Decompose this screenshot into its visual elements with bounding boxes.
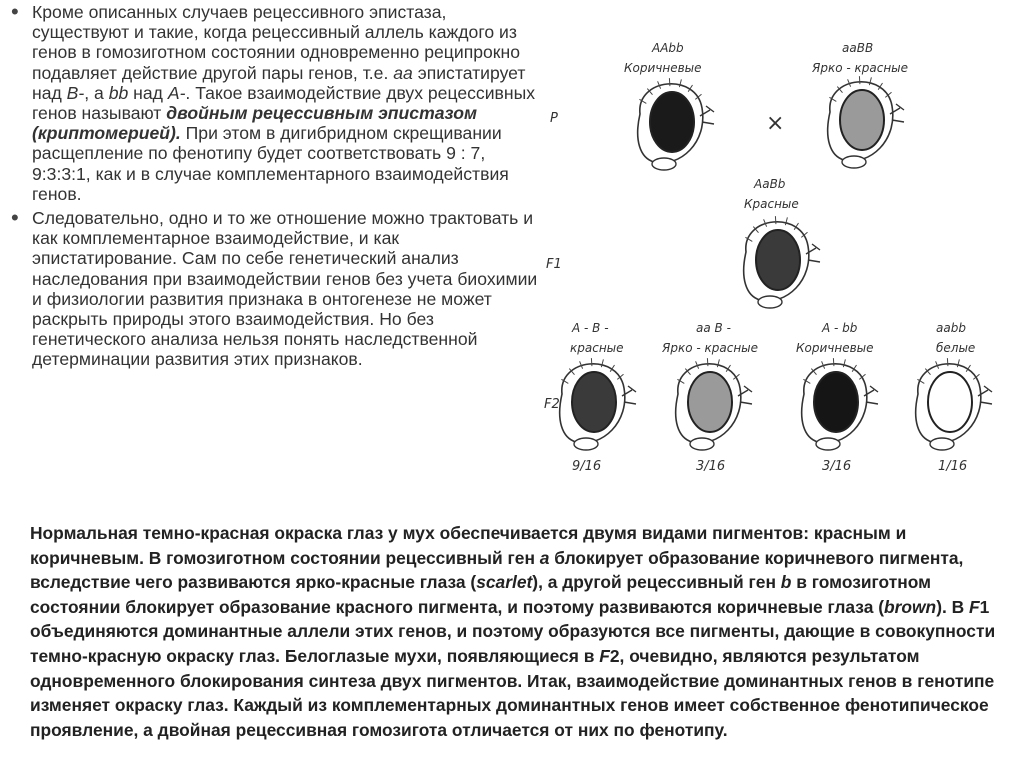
bullet-text-2 — [32, 208, 538, 370]
row-label-p: P — [550, 111, 558, 126]
compound-eye — [840, 90, 884, 150]
f2-4-ratio: 1/16 — [938, 459, 968, 474]
f2-3-ratio: 3/16 — [822, 459, 852, 474]
proboscis — [842, 156, 866, 168]
bullet-text-1 — [32, 2, 538, 204]
f2-2-genotype: aa B - — [696, 321, 731, 335]
proboscis — [652, 158, 676, 170]
proboscis — [690, 438, 714, 450]
f2-1-ratio: 9/16 — [572, 459, 602, 474]
text-run: двойным рецессивным эпистазом (криптомерией). — [32, 103, 478, 144]
text-run: Кроме описанных случаев рецессивного эпистаза, существуют и такие, когда рецессивный аллель каждого из генов в гомозиготном состоянии одновременно реципрокно подавляет действие другой пары генов, т.е. — [32, 2, 520, 83]
figure-caption — [30, 521, 1015, 742]
text-run: scarlet — [476, 572, 533, 593]
parent-1-genotype: AAbb — [652, 41, 684, 55]
cross-symbol: × — [766, 111, 785, 136]
compound-eye — [814, 372, 858, 432]
proboscis — [574, 438, 598, 450]
bullet-item-1 — [8, 2, 538, 204]
text-run: При этом в дигибридном скрещивании расщепление по фенотипу будет соответствовать 9 : 7, 9:3:3:1, как и в случае комплементарного взаимодействия генов. — [32, 123, 509, 204]
compound-eye — [572, 372, 616, 432]
cross-diagram — [540, 10, 1020, 505]
parent-2-head — [828, 76, 904, 168]
f2-1-phenotype: красные — [570, 341, 624, 355]
row-label-f2: F2 — [544, 397, 560, 412]
f2-2-ratio: 3/16 — [696, 459, 726, 474]
f2-head-3 — [802, 358, 878, 450]
proboscis — [816, 438, 840, 450]
compound-eye — [650, 92, 694, 152]
text-run: в гомозиготном состоянии блокирует образование красного пигмента, и поэтому развиваются коричневые глаза ( — [30, 572, 932, 617]
parent-1-head — [638, 78, 714, 170]
text-run: F — [599, 645, 610, 666]
row-label-f1: F1 — [546, 257, 562, 272]
text-run: Нормальная темно-красная окраска глаз у мух обеспечивается двумя видами пигментов: красным и коричневым. В гомозиготном состоянии рецессивный ген — [30, 523, 907, 568]
f1-genotype: AaBb — [754, 177, 786, 191]
f2-head-4 — [916, 358, 992, 450]
compound-eye — [688, 372, 732, 432]
text-run: а — [539, 547, 550, 568]
text-run: Следовательно, одно и то же отношение можно трактовать и как комплементарное взаимодействие, и как эпистатирование. Сам по себе генетический анализ наследования при взаимодействии генов без учета биохимии и физиологии развития признака в онтогенезе не может раскрыть природы этого взаимодействия. Но без генетического анализа нельзя понять наследственной детерминации развития этих признаков. — [32, 208, 538, 370]
f2-2-phenotype: Ярко - красные — [662, 341, 759, 355]
f2-1-genotype: A - B - — [572, 321, 609, 335]
text-run: эпистатирует над — [32, 62, 526, 103]
f2-head-1 — [560, 358, 636, 450]
text-run: А- — [167, 82, 186, 103]
text-run: аа — [393, 62, 413, 83]
text-run: ). В — [936, 596, 970, 617]
text-run: 2, очевидно, являются результатом одновременного блокирования синтеза двух пигментов. Итак, взаимодействие доминантных генов в генотипе изменяет окраску глаз. Каждый из комплементарных доминантных генов имеет собственное фенотипическое проявление, а двойная рецессивная гомозигота отличается от них по фенотипу. — [30, 645, 995, 740]
f2-4-phenotype: белые — [936, 341, 976, 355]
f1-phenotype: Красные — [744, 197, 799, 211]
bullet-list — [8, 2, 538, 370]
text-run: 1 объединяются доминантные аллели этих генов, и поэтому образуются все пигменты, дающие в совокупности темно-красную окраску глаз. Белоглазые мухи, появляющиеся в — [30, 596, 996, 666]
bullet-marker: • — [11, 0, 19, 24]
f2-head-2 — [676, 358, 752, 450]
f2-4-genotype: aabb — [936, 321, 966, 335]
text-run: F — [969, 596, 980, 617]
drosophila-eye-color-cross-figure — [540, 10, 1020, 505]
proboscis — [758, 296, 782, 308]
text-run: bb — [108, 82, 129, 103]
bullet-marker: • — [11, 205, 19, 231]
compound-eye — [928, 372, 972, 432]
parent-1-phenotype: Коричневые — [624, 61, 702, 75]
text-run: brown — [884, 596, 937, 617]
text-run: над — [128, 82, 168, 103]
compound-eye — [756, 230, 800, 290]
f1-head — [744, 216, 820, 308]
text-run: ), а другой рецессивный ген — [532, 572, 781, 593]
text-run: , а — [84, 82, 109, 103]
f2-3-genotype: A - bb — [822, 321, 858, 335]
text-run: блокирует образование коричневого пигмента, вследствие чего развиваются ярко-красные глаза ( — [30, 547, 964, 593]
parent-2-genotype: aaBB — [842, 41, 874, 55]
text-run: . Такое взаимодействие двух рецессивных генов называют — [32, 82, 536, 124]
bullet-item-2 — [8, 205, 538, 370]
text-run: b — [780, 572, 792, 593]
proboscis — [930, 438, 954, 450]
text-run: В- — [66, 82, 85, 103]
f2-3-phenotype: Коричневые — [796, 341, 874, 355]
parent-2-phenotype: Ярко - красные — [812, 61, 909, 75]
